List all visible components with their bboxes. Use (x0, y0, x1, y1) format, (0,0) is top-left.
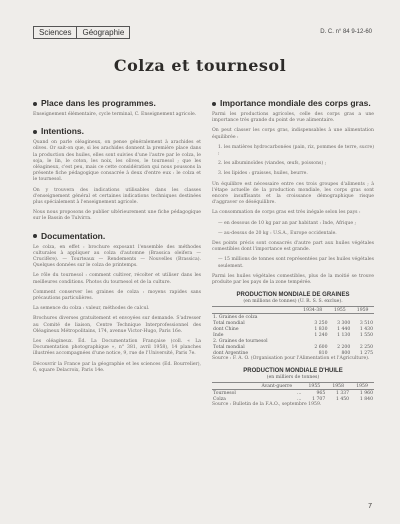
table-title: PRODUCTION MONDIALE D'HUILE (243, 368, 343, 375)
paragraph: Quand on parle oléagineux, on pense généralement à arachides et olives. Or sait-on que, si les arachides donnent la première place dans la production des huiles, elles sont suivies d'une l'autre par le colza, le soja, le lin, le coton, les noix, les olives, le tournesol ; que les oléagineux, c'est peu, mais ce cette considération qui nous poussons la présente fiche pédagogique consacrée à deux d'entre eux : le colza et le tournesol. (33, 140, 201, 183)
table-header-cell: 1958 (326, 383, 350, 390)
table-header-cell: 1959 (350, 383, 374, 390)
paragraph: On peut classer les corps gras, indispensables à une alimentation équilibrée : (212, 128, 374, 140)
page-number: 7 (368, 503, 372, 510)
paragraph: Parmi les huiles végétales comestibles, plus de la moitié se trouve produite par les pays de la zone tempérée. (212, 273, 374, 286)
table-cell: 3 300 (337, 320, 351, 326)
paragraph: Enseignement élémentaire, cycle terminal, C. Enseignement agricole. (33, 112, 197, 117)
oil-production-table (212, 382, 374, 402)
table-cell: Inde (213, 332, 224, 338)
table-cell: 810 (318, 350, 328, 356)
table-header-cell: 1959 (351, 307, 374, 314)
paragraph: Le rôle du tournesol : comment cultiver, récolter et utiliser dans les meilleures conditions. Photos du tournesol et de la culture. (33, 273, 201, 285)
table-cell: 800 (341, 350, 351, 356)
table-cell: 1 275 (359, 350, 373, 356)
list-item: — en dessous de 10 kg par an par habitant : Inde, Afrique ; (218, 220, 357, 226)
table-cell: 1. Graines de colza (213, 314, 258, 320)
table-cell: Total mondial (213, 320, 245, 326)
paragraph: Découvrir la France par la géographie et les sciences (Ed. Bourrelier), 6, square Delacroix, Paris 14e. (33, 361, 201, 373)
tab-sciences: Sciences (34, 27, 77, 38)
section-heading: Place dans les programmes. (33, 98, 201, 108)
list-item: 3. les lipides : graisses, huiles, beurre. (218, 171, 308, 177)
list-item: — au-dessus de 20 kg : U.S.A., Europe occidentale. (218, 230, 337, 236)
table-cell: 1 130 (337, 332, 351, 338)
section-heading: Importance mondiale des corps gras. (212, 98, 374, 108)
table-cell: 1 450 (335, 396, 350, 402)
paragraph: Nous nous proposons de publier ultérieurement une fiche pédagogique sur le Bassin de Tulvirra. (33, 210, 201, 222)
table-cell: 1 240 (314, 332, 328, 338)
table-cell: 1 430 (359, 326, 373, 332)
paragraph: Les oléagineux. Éd. La Documentation Française (coll. « La Documentation photographique », n° 381, avril 1958), 14 planches illustrées accompagnées d'une notice, 9, rue de l'Université, Paris 7e. (33, 339, 201, 357)
table-cell: dont Argentine (213, 350, 249, 356)
table-source-note: Source : Bulletin de la F.A.O., septembre 1959. (212, 402, 322, 408)
right-column (212, 90, 374, 413)
list-item: 1. les matières hydrocarbonées (pain, riz, pommes de terre, sucre) ; (218, 144, 374, 157)
tab-geographie: Géographie (82, 28, 125, 37)
paragraph: On y trouvera des indications utilisables dans les classes d'enseignement général et certaines indications techniques destinées plus spécialement à l'enseignement agricole. (33, 187, 201, 206)
table-header-cell (212, 307, 297, 314)
list-item: — 15 millions de tonnes sont représentées par les huiles végétales seulement. (218, 257, 374, 269)
table-header-cell: 1955 (302, 383, 326, 390)
paragraph: Un équilibre est nécessaire entre ces trois groupes d'aliments ; à l'étape actuelle de la production mondiale, les corps gras sont encore insuffisants et la croissance démographique risque d'aggraver ce déséquilibre. (212, 181, 374, 206)
table-cell: Colza (213, 396, 226, 402)
document-reference: D. C. n° 84 9-12-60 (320, 29, 372, 35)
left-column (33, 90, 201, 378)
section-heading: Documentation. (33, 231, 201, 241)
paragraph: Parmi les productions agricoles, celle des corps gras a une importance très grande du point de vue alimentaire. (212, 112, 374, 124)
table-header-cell: Avant-guerre (251, 383, 302, 390)
table-cell: 1 840 (359, 396, 373, 402)
paragraph: La consommation de corps gras est très inégale selon les pays : (212, 210, 361, 216)
paragraph: Brochures diverses gratuitement et envoyées sur demande. S'adresser au Comité de liaison, Centre Technique Interprofessionnel des Oléagineux Métropolitains, 174, avenue Victor-Hugo, Paris 16e. (33, 316, 201, 334)
table-header-cell: 1955 (329, 307, 352, 314)
table-cell: 1 960 (359, 390, 373, 396)
seed-production-table (212, 306, 374, 356)
paragraph: La semence du colza : valeur, méthodes de calcul. (33, 306, 150, 312)
list-item: 2. les albuminoïdes (viandes, œufs, poissons) ; (218, 161, 327, 167)
table-cell: 1 830 (314, 326, 328, 332)
table-cell: 3 510 (359, 320, 373, 326)
table-cell: 2 200 (337, 344, 351, 350)
table-cell: 2 250 (359, 344, 373, 350)
table-subtitle: (en millions de tonnes) (U. R. S. S. exclue). (243, 299, 343, 305)
table-header-cell: 1934-38 (297, 307, 329, 314)
table-cell: ... (297, 390, 302, 396)
table-cell: 1 707 (312, 396, 326, 402)
table-cell: 1 337 (335, 390, 350, 396)
table-cell: 2. Graines de tournesol (213, 338, 268, 344)
table-cell: ... (297, 396, 302, 402)
page-title: Colza et tournesol (113, 56, 287, 75)
table-cell: dont Chine (213, 326, 239, 332)
table-title: PRODUCTION MONDIALE DE GRAINES (236, 292, 350, 299)
bullet-icon (33, 130, 37, 134)
paragraph: Le colza, en effet : brochure exposant l'ensemble des méthodes culturales à appliquer au colza d'automne (Brassica oleifera — Crucifère). — Tourteaux — Rendements — Nouvelles (Brassica). Quelques données sur le colza de printemps. (33, 244, 201, 269)
table-cell: Total mondial (213, 344, 245, 350)
table-cell: Tournesol (213, 390, 236, 396)
table-source-note: Source : F. A. O. (Organisation pour l'Alimentation et l'Agriculture). (212, 356, 370, 362)
table-header-cell (212, 383, 251, 390)
paragraph: Des points précis sont consacrés d'autre part aux huiles végétales comestibles dont l'importance est grande. (212, 241, 374, 253)
paragraph: Comment conserver les graines de colza : moyens rapides sans précautions particulières. (33, 289, 201, 302)
bullet-icon (33, 102, 37, 106)
table-subtitle: (en milliers de tonnes) (266, 375, 320, 381)
table-cell: 1 440 (337, 326, 351, 332)
section-heading: Intentions. (33, 126, 201, 136)
table-cell: 2 600 (314, 344, 328, 350)
table-cell: 1 550 (359, 332, 373, 338)
table-cell: 965 (316, 390, 326, 396)
table-cell: 3 250 (314, 320, 328, 326)
subject-tabs (33, 26, 130, 39)
bullet-icon (33, 234, 37, 238)
bullet-icon (212, 102, 216, 106)
